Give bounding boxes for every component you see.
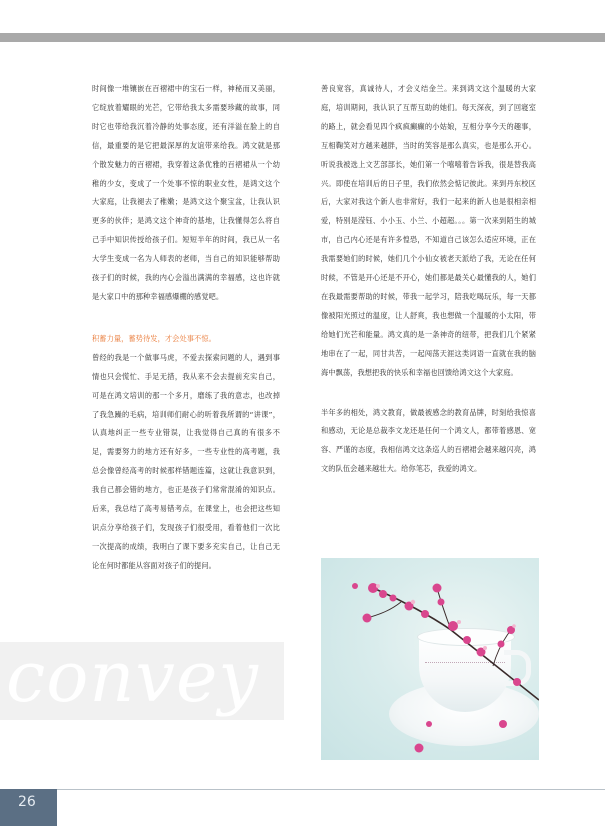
teacup-blossom-photo — [321, 558, 539, 760]
right-paragraph-2: 半年多的相处，鸿文教育，做最被感念的教育品牌，时刻给我惊喜和感动，无论是总裁李文龙还是任何一个鸿文人，都带着感恩、宽容、严谨的态度，我相信鸿文这条巡人的百褶裙会越来越闪亮，鸿文的队伍会越来越壮大。给你笔芯，我爱的鸿文。 — [321, 407, 536, 474]
right-paragraph-1: 善良宽容，真诚待人，才会义结金兰。来到鸿文这个温暖的大家庭，培训期间，我认识了互帮互助的她们。每天深夜，到了回寝室的路上，就会看见四个疯疯癫癫的小姑娘，互相分享今天的趣事，互相鞠笑对方越来越胖，当时的笑容是那么真实，也是那么开心。听说我被选上文艺部部长，她们第一个嘻嘻着告诉我，很是替我高兴。即使在培训后的日子里，我们依然会惦记彼此。来到丹东校区后，大家对我这个新人也非常好，我们一起来的新人也是很相亲相爱，特别是滢钰、小小玉、小兰、小超超。。。第一次来到陌生的城市，自己内心还是有许多惶恐，不知道自己该怎么适应环境，正在我需要她们的时候，她们几个小仙女被老天派给了我，无论在任何时候，不管是开心还是不开心，她们都是最关心最懂我的人，她们在我最需要帮助的时候，带我一起学习，陪我吃喝玩乐，每一天都像被阳光照过的温度，让人舒爽，我也想做一个温暖的小太阳，带给她们光芒和能量。鸿文真的是一条神奇的纽带，把我们几个紧紧地串在了一起，同甘共苦，一起闯荡天涯这类词语一直就在我的脑海中飘荡，我想把我的快乐和幸福也回馈给鸿文这个大家庭。 — [321, 84, 536, 377]
left-paragraph-1: 时间像一堆镶嵌在百褶裙中的宝石一样，神秘而又美丽，它绽放着耀眼的光芒，它带给我太多需要珍藏的故事，同时它也带给我沉着冷静的处事态度，还有洋溢在脸上的自信，最重要的是它把最深厚的友谊带来给我。鸿文就是那个散发魅力的百褶裙，我穿着这条优雅的百褶裙从一个幼稚的少女，变成了一个处事不惊的职业女性，是鸿文这个大家庭，让我褪去了稚嫩；是鸿文这个聚宝盆，让我认识更多的伙伴；是鸿文这个神奇的基地，让我懂得怎么将自己手中知识传授给孩子们。短短半年的时间，我已从一名大学生变成一名为人师表的老师，当自己的知识能够帮助孩子们的时候，我的内心会溢出满满的幸福感，这也许就是大家口中的那种幸福感爆棚的感觉吧。 — [92, 84, 280, 301]
watermark-word: convey — [6, 636, 259, 718]
right-column — [321, 80, 536, 479]
footer-rule — [57, 789, 605, 790]
left-paragraph-2: 曾经的我是一个做事马虎，不爱去探索问题的人，遇到事情也只会慌忙、手足无措，我从来不会去提前充实自己，可是在鸿文培训的那一个多月，磨练了我的意志，也改掉了我急躁的毛病，培训师们耐心的听着我所谓的“讲课”，认真地纠正一些专业错误，让我觉得自己真的有很多不足，需要努力的地方还有好多，一些专业性的高考题，我总会像曾经高考的时候那样错题连篇，这就让我意识到，我自己都会错的地方，也正是孩子们常常混淆的知识点。后来，我总结了高考易错考点，在课堂上，也会把这些知识点分享给孩子们，发现孩子们很受用，看着他们一次比一次提高的成绩，我明白了课下要多充实自己，让自己无论在何时都能从容面对孩子们的提问。 — [92, 352, 280, 570]
section-highlight: 积蓄力量，蓄势待发，才会处事不惊。 — [92, 333, 216, 343]
header-bar — [0, 33, 605, 42]
plum-blossom-branch — [321, 558, 539, 760]
left-column — [92, 80, 280, 576]
page-number: 26 — [0, 789, 57, 826]
